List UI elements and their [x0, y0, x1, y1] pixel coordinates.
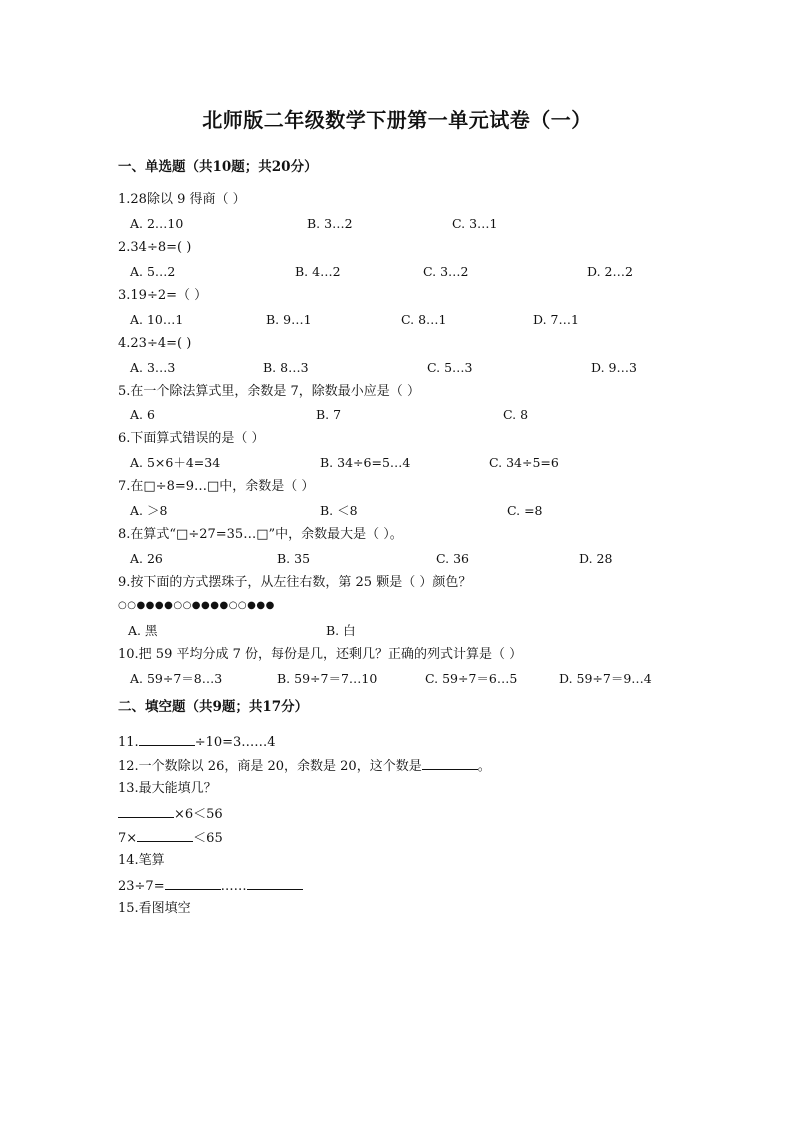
q10-option-c[interactable]: C. 59÷7＝6…5	[425, 671, 518, 686]
q2-option-c[interactable]: C. 3…2	[423, 264, 469, 279]
q13-blank-2[interactable]	[137, 829, 193, 842]
question-3: 3.19÷2=（ ）	[118, 288, 208, 303]
question-1: 1.28除以 9 得商（ ）	[118, 192, 246, 207]
q14-blank-remainder[interactable]	[247, 877, 303, 890]
question-4: 4.23÷4=( )	[118, 336, 192, 351]
question-15: 15.看图填空	[118, 901, 191, 916]
q3-option-d[interactable]: D. 7…1	[533, 312, 579, 327]
q14-prefix: 23÷7=	[118, 879, 165, 894]
q6-option-b[interactable]: B. 34÷6=5…4	[320, 455, 411, 470]
question-10: 10.把 59 平均分成 7 份，每份是几，还剩几？正确的列式计算是（ ）	[118, 647, 523, 662]
q11-prefix: 11.	[118, 735, 139, 750]
q13-row-2-prefix: 7×	[118, 831, 138, 846]
q7-option-a[interactable]: A. ＞8	[130, 503, 168, 518]
question-8: 8.在算式“□÷27=35…□”中，余数最大是（ ）。	[118, 527, 403, 542]
q13-row-1-text: ×6＜56	[174, 807, 223, 822]
q4-option-d[interactable]: D. 9…3	[591, 360, 637, 375]
q2-option-b[interactable]: B. 4…2	[295, 264, 341, 279]
q14-sep: ……	[220, 879, 247, 894]
q5-option-b[interactable]: B. 7	[316, 407, 342, 422]
question-14: 14.笔算	[118, 853, 165, 868]
question-5: 5.在一个除法算式里，余数是 7，除数最小应是（ ）	[118, 384, 420, 399]
q3-option-c[interactable]: C. 8…1	[401, 312, 447, 327]
q12-text: 12.一个数除以 26，商是 20，余数是 20，这个数是	[118, 759, 422, 774]
q9-option-a[interactable]: A. 黑	[128, 623, 158, 638]
q8-option-a[interactable]: A. 26	[130, 551, 163, 566]
q4-option-a[interactable]: A. 3…3	[130, 360, 176, 375]
q1-option-c[interactable]: C. 3…1	[452, 216, 498, 231]
q14-row	[118, 877, 303, 895]
q12-suffix: 。	[477, 759, 491, 774]
q13-row-2	[118, 829, 223, 847]
q9-option-b[interactable]: B. 白	[326, 623, 356, 638]
bead-pattern: ○○●●●●○○●●●●○○●●●	[118, 600, 275, 611]
q10-option-d[interactable]: D. 59÷7＝9…4	[559, 671, 652, 686]
q4-option-b[interactable]: B. 8…3	[263, 360, 309, 375]
question-11	[118, 733, 276, 751]
q6-option-c[interactable]: C. 34÷5=6	[489, 455, 559, 470]
q6-option-a[interactable]: A. 5×6＋4=34	[130, 455, 221, 470]
q10-option-b[interactable]: B. 59÷7＝7…10	[277, 671, 378, 686]
q13-row-2-suffix: ＜65	[193, 831, 223, 846]
q2-option-d[interactable]: D. 2…2	[587, 264, 633, 279]
question-9: 9.按下面的方式摆珠子，从左往右数，第 25 颗是（ ）颜色？	[118, 575, 472, 590]
q1-option-b[interactable]: B. 3…2	[307, 216, 353, 231]
q5-option-a[interactable]: A. 6	[130, 407, 155, 422]
q11-blank[interactable]	[139, 733, 195, 746]
q13-blank-1[interactable]	[118, 805, 174, 818]
question-13: 13.最大能填几？	[118, 781, 217, 796]
q7-option-c[interactable]: C. =8	[507, 503, 543, 518]
q3-option-a[interactable]: A. 10…1	[130, 312, 184, 327]
q4-option-c[interactable]: C. 5…3	[427, 360, 473, 375]
question-6: 6.下面算式错误的是（ ）	[118, 431, 265, 446]
question-2: 2.34÷8=( )	[118, 240, 192, 255]
q1-option-a[interactable]: A. 2…10	[130, 216, 184, 231]
page-title: 北师版二年级数学下册第一单元试卷（一）	[202, 108, 592, 132]
q8-option-c[interactable]: C. 36	[436, 551, 469, 566]
section-heading-single-choice: 一、单选题（共10题；共20分）	[118, 159, 318, 175]
q3-option-b[interactable]: B. 9…1	[266, 312, 312, 327]
q8-option-d[interactable]: D. 28	[579, 551, 613, 566]
q11-suffix: ÷10=3……4	[194, 735, 276, 750]
q10-option-a[interactable]: A. 59÷7＝8…3	[130, 671, 223, 686]
q5-option-c[interactable]: C. 8	[503, 407, 529, 422]
q7-option-b[interactable]: B. ＜8	[320, 503, 358, 518]
q12-blank[interactable]	[422, 757, 478, 770]
question-12	[118, 757, 491, 775]
q2-option-a[interactable]: A. 5…2	[130, 264, 176, 279]
q8-option-b[interactable]: B. 35	[277, 551, 311, 566]
section-heading-fill-blank: 二、填空题（共9题；共17分）	[118, 699, 309, 715]
q13-row-1	[118, 805, 223, 823]
question-7: 7.在□÷8=9…□中，余数是（ ）	[118, 479, 315, 494]
q14-blank-quotient[interactable]	[165, 877, 221, 890]
